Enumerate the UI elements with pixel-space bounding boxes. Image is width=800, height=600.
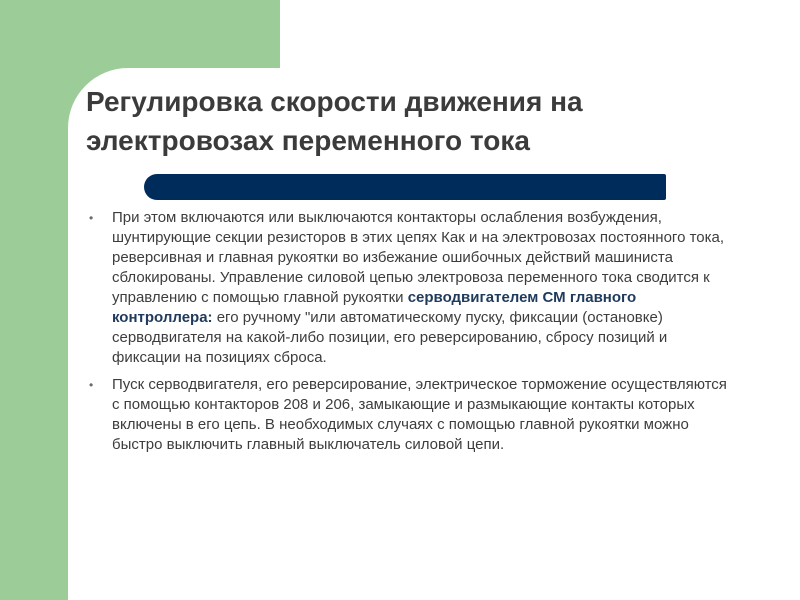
bullet-item-1 [86, 208, 736, 368]
top-right-white-area [280, 0, 800, 68]
bullet-1-text-before: При этом включаются или выключаются контакторы ослабления возбуждения, шунтирующие секции резисторов в этих цепях Как и на электровозах постоянного тока, реверсивная и главная рукоятки во избежание ошибочных действий машиниста сблокированы. Управление силовой цепью электровоза переменного тока сводится к управлению с помощью главной рукоятки [112, 209, 725, 306]
bullet-1-bold-term: серводвигателем СМ главного контроллера: [112, 289, 637, 326]
bullet-dot-icon: • [89, 211, 94, 225]
bullet-1-text-after: его ручному "или автоматическому пуску, фиксации (остановке) серводвигателя на какой-либо позиции, его реверсированию, сбросу позиций и фиксации на позициях сброса. [112, 309, 668, 366]
left-green-stripe [0, 0, 68, 600]
bullet-dot-icon: • [89, 378, 94, 392]
bullet-item-2 [86, 375, 736, 455]
title-underline-bar [158, 174, 666, 200]
bullet-list [86, 208, 736, 462]
top-green-block [0, 0, 280, 68]
bullet-2-text: Пуск серводвигателя, его реверсирование, электрическое торможение осуществляются с помощью контакторов 208 и 206, замыкающие и размыкающие контакты которых включены в его цепь. В необходимых случаях с помощью главной рукоятки можно быстро выключить главный выключатель силовой цепи. [112, 376, 727, 453]
slide-title: Регулировка скорости движения на электровозах переменного тока [86, 86, 583, 156]
